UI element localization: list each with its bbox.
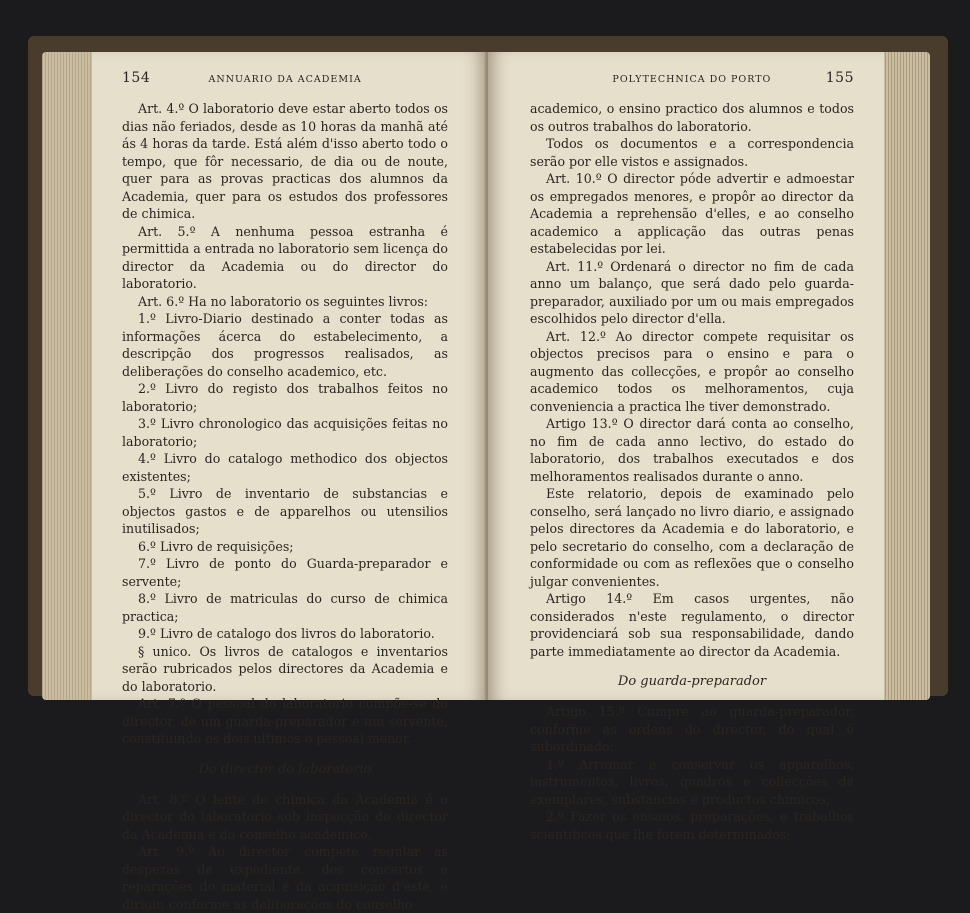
paragraph: Este relatorio, depois de examinado pelo conselho, será lançado no livro diario, e assignado pelos directores da Academia e do laboratorio, e pelo secretario do conselho, com a declaração de conformidade ou com as reflexões que o conselho julgar convenientes. [530, 486, 854, 589]
paragraph: § unico. Os livros de catalogos e inventarios serão rubricados pelos directores da Academia e do laboratorio. [122, 643, 448, 694]
paragraph: Art. 12.º Ao director compete requisitar os objectos precisos para o ensino e para o augmento das collecções, e propôr ao conselho academico todos os melhoramentos, cuja conveniencia a practica lhe tiver demonstrado. [530, 328, 854, 414]
section-heading: Do guarda-preparador [617, 674, 767, 689]
paragraph: Art. 6.º Ha no laboratorio os seguintes livros: [138, 293, 429, 309]
paragraph: 2.º Livro do registo dos trabalhos feitos no laboratorio; [122, 381, 448, 414]
paragraph: 7.º Livro de ponto do Guarda-preparador e servente; [122, 556, 448, 589]
page-edges-left [42, 52, 98, 700]
page-body [122, 100, 448, 913]
paragraph: academico, o ensino practico dos alumnos e todos os outros trabalhos do laboratorio. [530, 101, 854, 134]
paragraph: 1.º Arrumar e conservar os apparelhos, instrumentos, livros, quadros e collecções de exemplares, substancias e productos chimicos; [530, 756, 854, 807]
paragraph: Art. 4.º O laboratorio deve estar aberto todos os dias não feriados, desde as 10 horas da manhã até ás 4 horas da tarde. Está além d'isso aberto todo o tempo, que fôr necessario, de dia ou de noute, quer para as provas practicas dos alumnos da Academia, quer para os estudos dos professores de chimica. [122, 101, 448, 221]
paragraph: Art. 8.º O lente de chimica da Academia é o director do laboratorio sob inspecção do director da Academia e do conselho academico. [122, 791, 448, 842]
paragraph: 5.º Livro de inventario de substancias e objectos gastos e de apparelhos ou utensilios inutilisados; [122, 486, 448, 536]
paragraph: Art. 7.º O pessoal do laboratorio compõe-se do director, de um guarda-preparador e um servente, constituindo os dois ultimos o pessoal menor. [122, 696, 448, 746]
paragraph: 6.º Livro de requisições; [138, 538, 294, 554]
page-number: 154 [122, 70, 151, 86]
paragraph: Art. 9.º Ao director compete regular as despezas de expediente, dos concertos e reparações do material e da acquisição d'este, e dirigir, conforme as deliberações do conselho [122, 844, 448, 912]
running-title: POLYTECHNICA DO PORTO [612, 74, 772, 85]
paragraph: 4.º Livro do catalogo methodico dos objectos existentes; [122, 451, 448, 484]
paragraph: 1.º Livro-Diario destinado a conter todas as informações ácerca do estabelecimento, a descripção dos progressos realisados, as deliberações do conselho academico, etc. [122, 311, 448, 379]
paragraph: 9.º Livro de catalogo dos livros do laboratorio. [138, 626, 435, 641]
paragraph: Artigo 15.º Cumpre ao guarda-preparador, conforme as ordens do director, do qual é subordinado: [530, 704, 854, 754]
paragraph: 2.º Fazer os ensaios, preparações, e trabalhos scientificos que lhe forem determinados; [530, 809, 854, 842]
page-edges-right [880, 52, 930, 700]
running-head-right [530, 70, 854, 90]
paragraph: 8.º Livro de matriculas do curso de chimica practica; [122, 591, 448, 624]
paragraph: Artigo 14.º Em casos urgentes, não considerados n'este regulamento, o director providenciará sob sua responsabilidade, dando parte immediatamente ao director da Academia. [530, 591, 854, 659]
page-body [530, 100, 854, 843]
running-title: ANNUARIO DA ACADEMIA [208, 74, 362, 85]
paragraph: Artigo 13.º O director dará conta ao conselho, no fim de cada anno lectivo, do estado do laboratorio, dos trabalhos executados e dos melhoramentos realisados durante o anno. [530, 416, 854, 484]
paragraph: Art. 10.º O director póde advertir e admoestar os empregados menores, e propôr ao director da Academia a reprehensão d'elles, e ao conselho academico a applicação das outras penas estabelecidas por lei. [530, 171, 854, 256]
running-head-left [122, 70, 448, 90]
right-page [488, 52, 884, 842]
left-page [92, 52, 486, 912]
paragraph: Art. 5.º A nenhuma pessoa estranha é permittida a entrada no laboratorio sem licença do director da Academia ou do director do laboratorio. [122, 223, 448, 291]
page-number: 155 [825, 70, 854, 86]
section-heading: Do director do laboratorio [198, 761, 372, 777]
paragraph: Todos os documentos e a correspondencia serão por elle vistos e assignados. [530, 136, 854, 169]
paragraph: Art. 11.º Ordenará o director no fim de cada anno um balanço, que será dado pelo guarda-preparador, auxiliado por um ou mais empregados escolhidos pelo director d'ella. [530, 258, 854, 326]
paragraph: 3.º Livro chronologico das acquisições feitas no laboratorio; [122, 416, 448, 449]
